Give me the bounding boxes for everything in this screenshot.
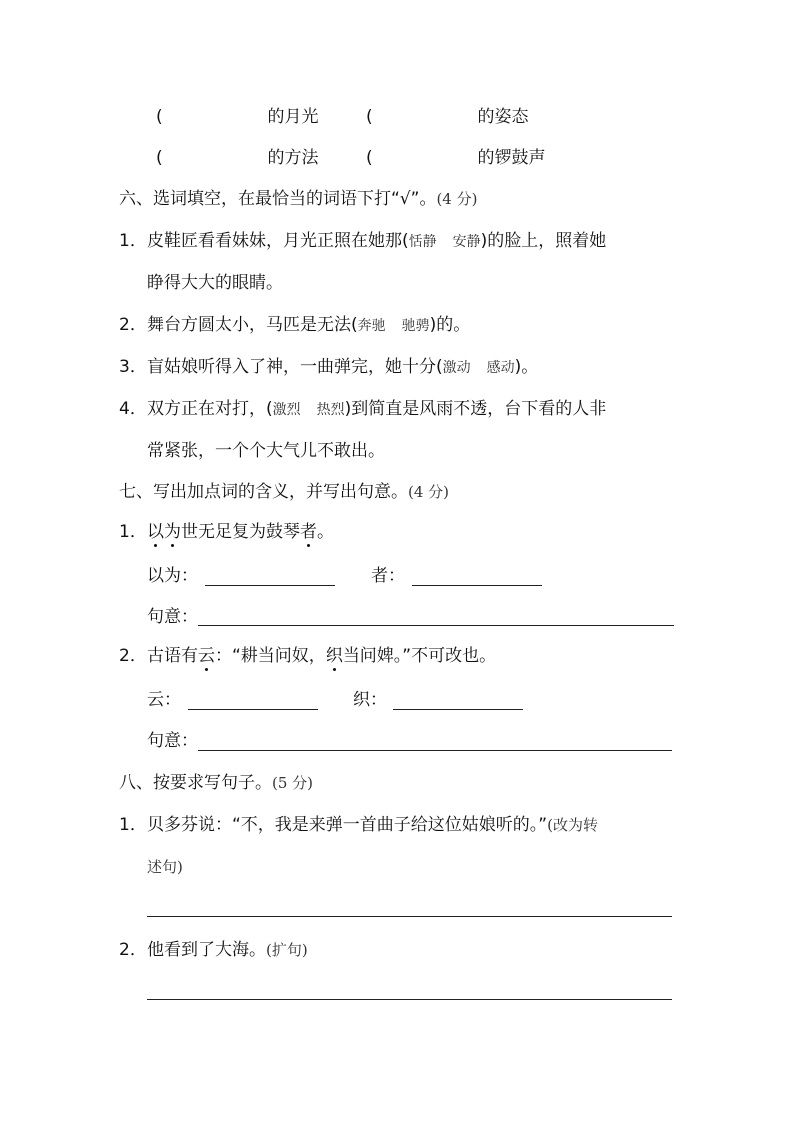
item-number: 1． [119, 522, 147, 542]
item-text-continued: 常紧张，一个个大气儿不敢出。 [147, 441, 385, 461]
blank-row-2-right [366, 147, 545, 169]
emphasized-char: 云 [198, 646, 215, 666]
instruction-hint: (改为转 [547, 816, 598, 834]
item-number: 3． [119, 357, 147, 377]
section-score: (4 分) [436, 190, 478, 208]
s7-q2-meaning-label: 句意： [147, 731, 198, 751]
option-1[interactable]: 激烈 [272, 402, 301, 418]
s6-item-4-cont [147, 440, 385, 462]
item-text: 盲姑娘听得入了神，一曲弹完，她十分( [147, 357, 443, 377]
s6-item-3 [119, 356, 538, 379]
emphasized-char: 以 [147, 522, 164, 542]
s7-q1-label-b: 者： [371, 566, 405, 586]
s6-item-1 [119, 230, 606, 253]
item-text: 舞台方圆太小，马匹是无法( [147, 315, 358, 335]
item-text: 古语有 [147, 646, 198, 666]
s6-item-4 [119, 398, 606, 421]
option-1[interactable]: 奔驰 [357, 318, 386, 334]
item-text-continued: 睁得大大的眼睛。 [147, 273, 283, 293]
item-number: 2． [119, 315, 147, 335]
section-8-title [119, 772, 313, 794]
item-text: 双方正在对打，( [147, 399, 273, 419]
blank-suffix: 的姿态 [477, 107, 529, 127]
item-text-end: )的脸上，照着她 [480, 231, 607, 251]
answer-line-s8-q1[interactable] [147, 916, 672, 917]
option-2[interactable]: 驰骋 [401, 318, 430, 334]
s7-q2-label-b: 织： [353, 690, 387, 710]
item-text-end: 。 [317, 522, 334, 542]
answer-line-yiwei[interactable] [205, 585, 335, 586]
item-text: ：“耕当问奴， [215, 646, 326, 666]
answer-line-zhe[interactable] [412, 585, 542, 586]
section-7-title [119, 481, 449, 503]
section-6-title [119, 188, 477, 210]
answer-line-s8-q2[interactable] [147, 999, 672, 1000]
option-2[interactable]: 感动 [486, 360, 515, 376]
blank-row-1-left [156, 106, 318, 128]
answer-line-yun[interactable] [188, 709, 318, 710]
s6-item-2 [119, 314, 470, 337]
item-text-end: )的。 [429, 315, 471, 335]
section-score: (5 分) [272, 774, 314, 792]
item-text: 他看到了大海。 [147, 940, 266, 960]
blank-row-2-left [156, 147, 318, 169]
s8-q1 [119, 814, 598, 836]
item-text: 皮鞋匠看看妹妹，月光正照在她那( [147, 231, 409, 251]
item-number: 1． [119, 815, 147, 835]
item-text-end: )。 [514, 357, 539, 377]
emphasized-char: 织 [325, 646, 343, 666]
s8-q1-hint-cont: 述句) [147, 858, 183, 876]
item-text: 贝多芬说：“不，我是来弹一首曲子给这位姑娘听的。” [147, 815, 548, 835]
item-number: 1． [119, 231, 147, 251]
s8-q2 [119, 939, 308, 961]
s7-q1-label-a: 以为： [147, 566, 198, 586]
blank-suffix: 的锣鼓声 [477, 148, 546, 168]
answer-line-zhi[interactable] [393, 709, 523, 710]
answer-line-meaning-1[interactable] [198, 625, 674, 626]
item-text-end: 当问婢。”不可改也。 [342, 646, 497, 666]
option-2[interactable]: 安静 [452, 234, 481, 250]
option-1[interactable]: 激动 [442, 360, 471, 376]
left-paren: ( [366, 107, 373, 127]
option-2[interactable]: 热烈 [316, 402, 345, 418]
left-paren: ( [156, 148, 163, 168]
section-title-text: 六、选词填空，在最恰当的词语下打“√”。 [119, 189, 437, 209]
s6-item-1-cont [147, 272, 283, 294]
section-title-text: 八、按要求写句子。 [119, 773, 272, 793]
s7-q1 [119, 521, 334, 543]
blank-row-1-right [366, 106, 528, 128]
s7-q2 [119, 645, 496, 667]
s7-q1-meaning-label: 句意： [147, 607, 198, 627]
blank-suffix: 的方法 [267, 148, 319, 168]
section-score: (4 分) [408, 483, 450, 501]
item-number: 4． [119, 399, 147, 419]
option-1[interactable]: 恬静 [408, 234, 437, 250]
instruction-hint: (扩句) [266, 941, 308, 959]
left-paren: ( [156, 107, 163, 127]
blank-suffix: 的月光 [267, 107, 319, 127]
section-title-text: 七、写出加点词的含义，并写出句意。 [119, 482, 408, 502]
item-number: 2． [119, 646, 147, 666]
item-number: 2． [119, 940, 147, 960]
emphasized-char: 为 [164, 522, 181, 542]
left-paren: ( [366, 148, 373, 168]
answer-line-meaning-2[interactable] [198, 750, 672, 751]
emphasized-char: 者 [300, 522, 317, 542]
s7-q2-label-a: 云： [147, 690, 181, 710]
item-text-end: )到简直是风雨不透，台下看的人非 [344, 399, 607, 419]
item-text: 世无足复为鼓琴 [181, 522, 300, 542]
